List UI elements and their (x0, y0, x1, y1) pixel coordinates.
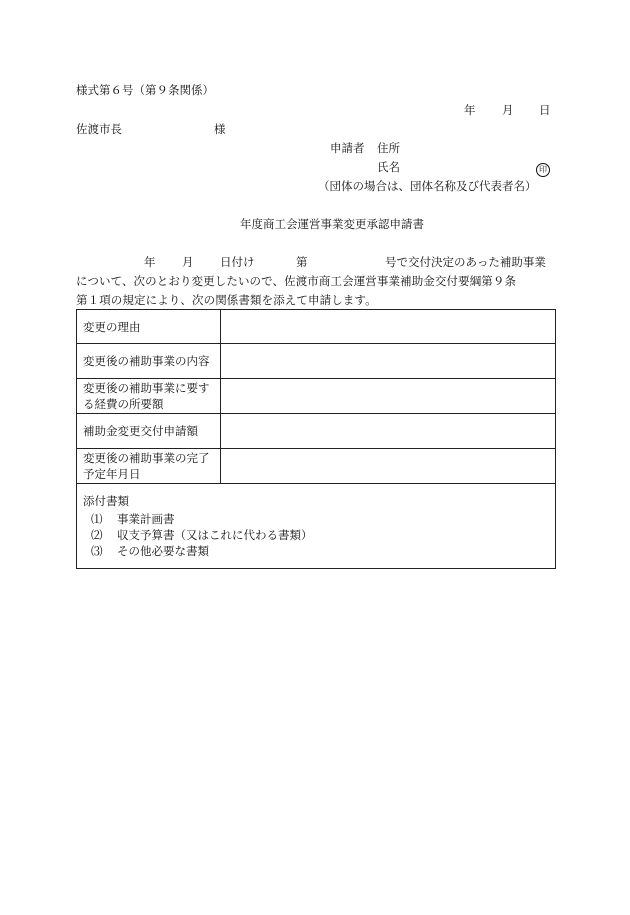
body-line3: 第１項の規定により、次の関係書類を添えて申請します。 (76, 293, 377, 307)
row-value-required-cost[interactable] (221, 379, 556, 414)
body-dated-label: 日付け (220, 255, 255, 269)
attachment-text: その他必要な書類 (117, 544, 209, 558)
form-number: 様式第６号（第９条関係） (76, 83, 214, 97)
table-row (77, 344, 556, 379)
attachment-item (83, 527, 549, 543)
attachment-number: ⑵ (91, 528, 103, 542)
row-label-completion-date: 変更後の補助事業の完了予定年月日 (77, 449, 221, 484)
attachments-cell (77, 484, 556, 569)
attachment-item (83, 511, 549, 527)
body-number-prefix: 第 (296, 255, 308, 269)
row-label-required-cost: 変更後の補助事業に要する経費の所要額 (77, 379, 221, 414)
addressee-name: 佐渡市長 (76, 122, 122, 136)
document-title: 年度商工会運営事業変更承認申請書 (240, 217, 424, 231)
row-value-completion-date[interactable] (221, 449, 556, 484)
date-month-label: 月 (502, 103, 514, 117)
attachments-title: 添付書類 (83, 494, 129, 508)
row-value-project-content[interactable] (221, 344, 556, 379)
attachment-text: 収支予算書（又はこれに代わる書類） (117, 528, 313, 542)
organization-note: （団体の場合は、団体名称及び代表者名） (318, 179, 537, 193)
attachment-text: 事業計画書 (117, 512, 175, 526)
row-label-subsidy-amount: 補助金変更交付申請額 (77, 414, 221, 449)
table-row (77, 310, 556, 344)
body-line1-rest: 号で交付決定のあった補助事業 (385, 255, 546, 269)
table-row (77, 414, 556, 449)
change-request-table (76, 309, 556, 569)
date-year-label: 年 (464, 103, 476, 117)
table-row (77, 379, 556, 414)
body-month-label: 月 (182, 255, 194, 269)
body-year-label: 年 (144, 255, 156, 269)
table-row (77, 484, 556, 569)
body-line2: について、次のとおり変更したいので、佐渡市商工会運営事業補助金交付要綱第９条 (76, 274, 517, 288)
row-value-subsidy-amount[interactable] (221, 414, 556, 449)
addressee-honorific: 様 (214, 122, 226, 136)
applicant-name-label: 氏名 (377, 160, 400, 174)
row-label-change-reason: 変更の理由 (77, 310, 221, 344)
applicant-label: 申請者 (330, 141, 365, 155)
seal-mark: 印 (536, 163, 550, 177)
row-value-change-reason[interactable] (221, 310, 556, 344)
table-row (77, 449, 556, 484)
row-label-project-content: 変更後の補助事業の内容 (77, 344, 221, 379)
attachment-number: ⑴ (91, 512, 103, 526)
applicant-address-label: 住所 (377, 141, 400, 155)
attachment-item (83, 543, 549, 559)
attachment-number: ⑶ (91, 544, 103, 558)
date-day-label: 日 (539, 103, 551, 117)
